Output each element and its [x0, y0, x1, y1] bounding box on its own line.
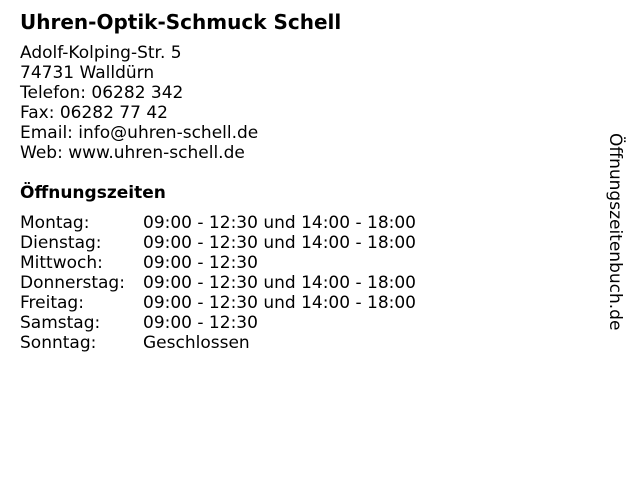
- city-line: 74731 Walldürn: [20, 63, 155, 83]
- fax-line: Fax: 06282 77 42: [20, 103, 168, 123]
- hours-row: [20, 333, 416, 353]
- day-label: Donnerstag:: [20, 273, 125, 293]
- day-label: Sonntag:: [20, 333, 97, 353]
- site-watermark: Öffnungszeitenbuch.de: [605, 133, 625, 331]
- time-value: 09:00 - 12:30: [143, 313, 258, 333]
- opening-hours-table: [20, 213, 416, 353]
- hours-row: [20, 313, 416, 333]
- time-value: 09:00 - 12:30 und 14:00 - 18:00: [143, 233, 416, 253]
- time-value: 09:00 - 12:30 und 14:00 - 18:00: [143, 273, 416, 293]
- hours-row: [20, 233, 416, 253]
- business-name: Uhren-Optik-Schmuck Schell: [20, 10, 342, 34]
- street-address: Adolf-Kolping-Str. 5: [20, 43, 182, 63]
- day-label: Dienstag:: [20, 233, 102, 253]
- day-label: Freitag:: [20, 293, 84, 313]
- contact-block: [20, 43, 258, 163]
- time-value: Geschlossen: [143, 333, 250, 353]
- hours-row: [20, 213, 416, 233]
- day-label: Mittwoch:: [20, 253, 103, 273]
- hours-heading: Öffnungszeiten: [20, 183, 166, 203]
- time-value: 09:00 - 12:30: [143, 253, 258, 273]
- email-line: Email: info@uhren-schell.de: [20, 123, 259, 143]
- web-line: Web: www.uhren-schell.de: [20, 143, 245, 163]
- time-value: 09:00 - 12:30 und 14:00 - 18:00: [143, 213, 416, 233]
- day-label: Montag:: [20, 213, 90, 233]
- hours-row: [20, 253, 416, 273]
- time-value: 09:00 - 12:30 und 14:00 - 18:00: [143, 293, 416, 313]
- hours-row: [20, 293, 416, 313]
- phone-line: Telefon: 06282 342: [20, 83, 184, 103]
- day-label: Samstag:: [20, 313, 101, 333]
- hours-row: [20, 273, 416, 293]
